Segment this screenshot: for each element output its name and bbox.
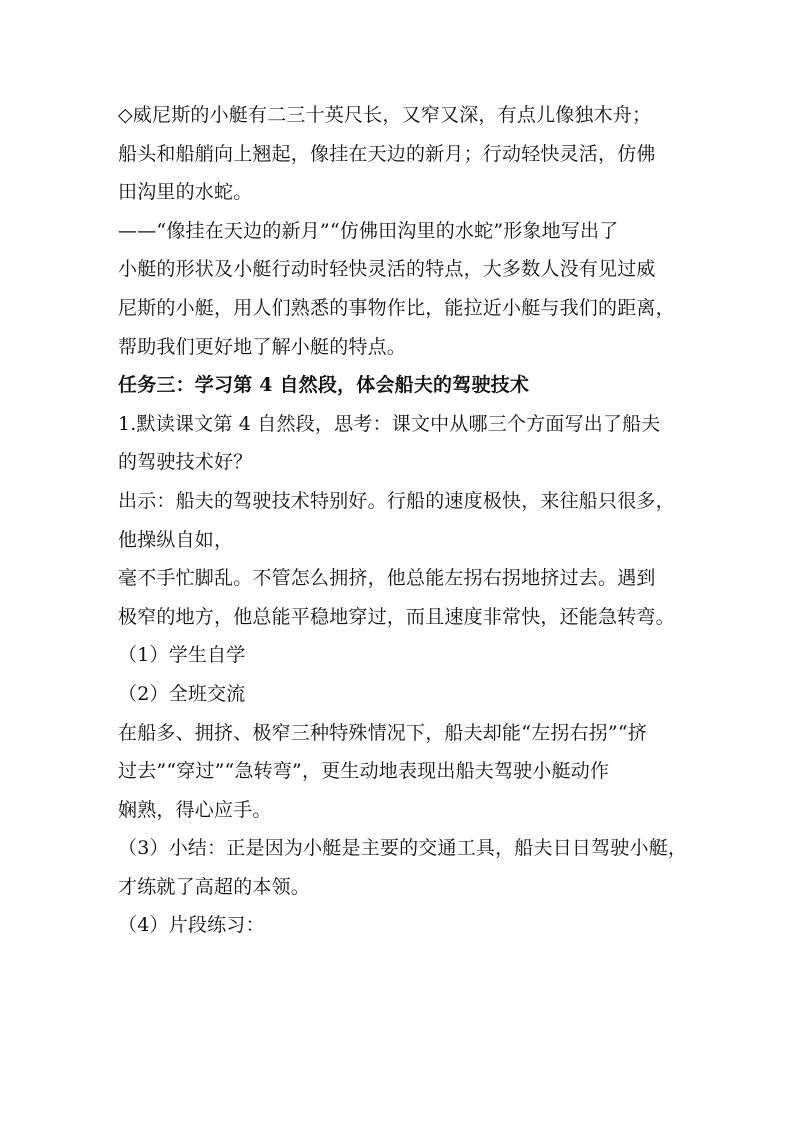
text-line-18: 过去”“穿过”“急转弯”，更生动地表现出船夫驾驶小艇动作 (118, 760, 610, 783)
text-line-6: 尼斯的小艇，用人们熟悉的事物作比，能拉近小艇与我们的距离， (118, 296, 675, 319)
text-line-5: 小艇的形状及小艇行动时轻快灵活的特点，大多数人没有见过威 (118, 258, 656, 281)
text-line-4: ——“像挂在天边的新月”“仿佛田沟里的水蛇”形象地写出了 (118, 219, 619, 242)
text-line-9: 1.默读课文第 4 自然段，思考：课文中从哪三个方面写出了船夫 (118, 412, 661, 435)
section-heading: 任务三：学习第 4 自然段，体会船夫的驾驶技术 (118, 374, 530, 397)
text-line-14: 极窄的地方，他总能平稳地穿过，而且速度非常快，还能急转弯。 (118, 605, 675, 628)
text-line-12: 他操纵自如， (118, 528, 234, 551)
text-line-17: 在船多、拥挤、极窄三种特殊情况下，船夫却能“左拐右拐”“挤 (118, 721, 647, 744)
text-line-7: 帮助我们更好地了解小艇的特点。 (118, 335, 407, 358)
text-line-22: （4）片段练习： (118, 914, 265, 937)
text-line-13: 毫不手忙脚乱。不管怎么拥挤，他总能左拐右拐地挤过去。遇到 (118, 567, 656, 590)
text-line-21: 才练就了高超的本领。 (118, 875, 311, 898)
text-line-10: 的驾驶技术好？ (118, 451, 253, 474)
text-line-16: （2）全班交流 (118, 682, 246, 705)
text-line-1: ◇威尼斯的小艇有二三十英尺长，又窄又深，有点儿像独木舟； (118, 104, 652, 126)
text-line-19: 娴熟，得心应手。 (118, 798, 272, 821)
text-line-2: 船头和船艄向上翘起，像挂在天边的新月；行动轻快灵活，仿佛 (118, 142, 656, 165)
text-line-15: （1）学生自学 (118, 644, 246, 667)
text-line-11: 出示：船夫的驾驶技术特别好。行船的速度极快，来往船只很多， (118, 489, 675, 512)
text-line-3: 田沟里的水蛇。 (118, 181, 253, 204)
text-line-20: （3）小结：正是因为小艇是主要的交通工具，船夫日日驾驶小艇， (118, 837, 688, 860)
document-page (118, 96, 690, 945)
